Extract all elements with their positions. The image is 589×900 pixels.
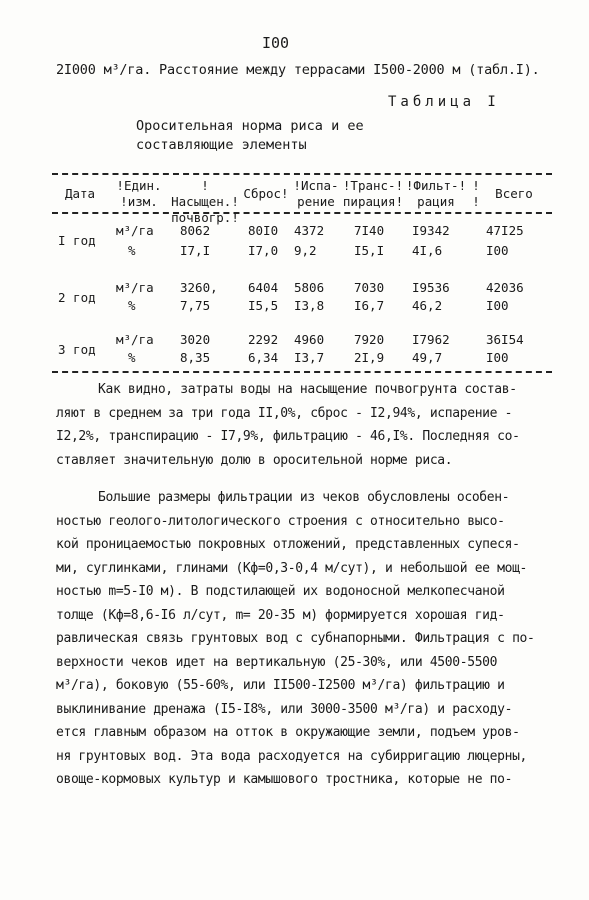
table-row-unit: м³/га [116, 223, 154, 238]
table-bottom-rule [52, 371, 552, 373]
paragraph-line: ностью геолого-литологического строения с относительно высо- [56, 513, 505, 529]
table-cell: 3260, [180, 280, 218, 295]
table-caption-line-1: Оросительная норма риса и ее [136, 118, 364, 134]
table-cell: 2292 [248, 332, 279, 347]
paragraph-line: овоще-кормовых культур и камышового тростника, которые не по- [56, 772, 513, 787]
table-cell: 2I,9 [354, 350, 385, 365]
paragraph-line: ностью m=5-I0 м). В подстилающей их водоносной мелкопесчаной [56, 584, 505, 599]
table-row-unit: м³/га [116, 332, 154, 347]
table-cell: I5,5 [248, 298, 279, 313]
table-cell: I5,I [354, 243, 385, 258]
intro-line: 2I000 м³/га. Расстояние между террасами I500-2000 м (табл.I). [56, 62, 540, 78]
table-row-unit: м³/га [116, 280, 154, 295]
table-header-cell [242, 186, 290, 202]
table-cell: 7I40 [354, 223, 385, 238]
table-cell: I6,7 [354, 298, 385, 313]
table-cell: I9342 [412, 223, 450, 238]
paragraph-line: м³/га), боковую (55-60%, или II500-I2500 м³/га) фильтрацию и [56, 678, 505, 693]
table-row-date: 3 год [58, 342, 96, 357]
paragraph-1 [56, 378, 556, 472]
table-cell: 5806 [294, 280, 325, 295]
paragraph-line: выклинивание дренажа (I5-I8%, или 3000-3500 м³/га) и расходу- [56, 701, 513, 717]
table-cell: 49,7 [412, 350, 443, 365]
table-label: Таблица I [388, 94, 500, 110]
page-number: I00 [262, 34, 290, 52]
table-row-unit: % [128, 350, 136, 365]
table-header-cell [404, 178, 468, 210]
paragraph-line: верхности чеков идет на вертикальную (25-30%, или 4500-5500 [56, 654, 498, 670]
table-cell: 7030 [354, 280, 385, 295]
table-header-cell [110, 178, 168, 210]
table-cell: 8062 [180, 223, 211, 238]
paragraph-line: кой проницаемостью покровных отложений, представленных супеся- [56, 537, 520, 552]
table-header-text: ! [472, 194, 480, 209]
paragraph-line: Большие размеры фильтрации из чеков обусловлены особен- [98, 490, 510, 505]
table-cell: 4372 [294, 223, 325, 238]
table-header-text: !Насыщен.! [171, 178, 239, 209]
table-cell: 9,2 [294, 243, 317, 258]
table-cell: 7,75 [180, 298, 211, 313]
paragraph-line: толще (Кф=8,6-I6 л/сут, m= 20-35 м) формируется хорошая гид- [56, 607, 505, 623]
table-header-text: Дата [64, 186, 96, 201]
table-cell: 6404 [248, 280, 279, 295]
table-header-rule [52, 212, 552, 214]
table-row-unit: % [128, 243, 136, 258]
table-cell: I7,0 [248, 243, 279, 258]
table-cell: I00 [486, 243, 509, 258]
table-cell: I00 [486, 350, 509, 365]
table-header-cell [484, 186, 544, 202]
table-row-date: I год [58, 233, 96, 248]
table-cell: 36I54 [486, 332, 524, 347]
table-header-text: !Испа- [293, 178, 339, 193]
table-header-cell [342, 178, 404, 210]
paragraph-line: равлическая связь грунтовых вод с субнапорными. Фильтрация с по- [56, 631, 535, 646]
paragraph-2 [56, 486, 556, 792]
table-cell: 4960 [294, 332, 325, 347]
table-header-text: !Фильт-! [405, 178, 467, 193]
table-header-text: Всего [495, 186, 533, 201]
table-cell: I3,8 [294, 298, 325, 313]
table-header-cell [168, 178, 242, 226]
table-cell: 42036 [486, 280, 524, 295]
table-header-text: пирация! [342, 194, 404, 209]
paragraph-line: ми, суглинками, глинами (Кф=0,3-0,4 м/сут), и небольшой ее мощ- [56, 560, 528, 576]
paragraph-line: ставляет значительную долю в оросительной норме риса. [56, 452, 453, 468]
table-header-text: ! [472, 178, 480, 193]
table-header-text: рение [297, 194, 335, 209]
table-cell: 7920 [354, 332, 385, 347]
table-header-text: почвогр.! [171, 210, 239, 225]
table-cell: 6,34 [248, 350, 279, 365]
table-cell: 3020 [180, 332, 211, 347]
table-row-date: 2 год [58, 290, 96, 305]
table-caption-line-2: составляющие элементы [136, 137, 307, 153]
table-cell: 4I,6 [412, 243, 443, 258]
table-cell: 47I25 [486, 223, 524, 238]
table-row-unit: % [128, 298, 136, 313]
table-cell: I00 [486, 298, 509, 313]
table-cell: 80I0 [248, 223, 279, 238]
paragraph-line: Как видно, затраты воды на насыщение почвогрунта состав- [98, 382, 517, 397]
paragraph-line: ня грунтовых вод. Эта вода расходуется на субирригацию люцерны, [56, 748, 528, 764]
table-header-text: Сброс! [243, 186, 289, 201]
table-cell: I7962 [412, 332, 450, 347]
table-cell: 8,35 [180, 350, 211, 365]
paragraph-line: I2,2%, транспирацию - I7,9%, фильтрацию - 46,I%. Последняя со- [56, 429, 520, 444]
table-header-cell [52, 186, 108, 202]
table-header-text: !Транс-! [342, 178, 404, 193]
table-header-text: рация [417, 194, 455, 209]
table-cell: I3,7 [294, 350, 325, 365]
paragraph-line: ется главным образом на отток в окружающие земли, подъем уров- [56, 725, 520, 740]
table-cell: 46,2 [412, 298, 443, 313]
table-cell: I9536 [412, 280, 450, 295]
table-header-text: !изм. [120, 194, 158, 209]
table-top-rule [52, 173, 552, 175]
table-cell: I7,I [180, 243, 211, 258]
table-header-text: !Един. [116, 178, 162, 193]
table-header-cell [290, 178, 342, 210]
paragraph-line: ляют в среднем за три года II,0%, сброс - I2,94%, испарение - [56, 405, 513, 421]
table-header-cell [468, 178, 484, 210]
